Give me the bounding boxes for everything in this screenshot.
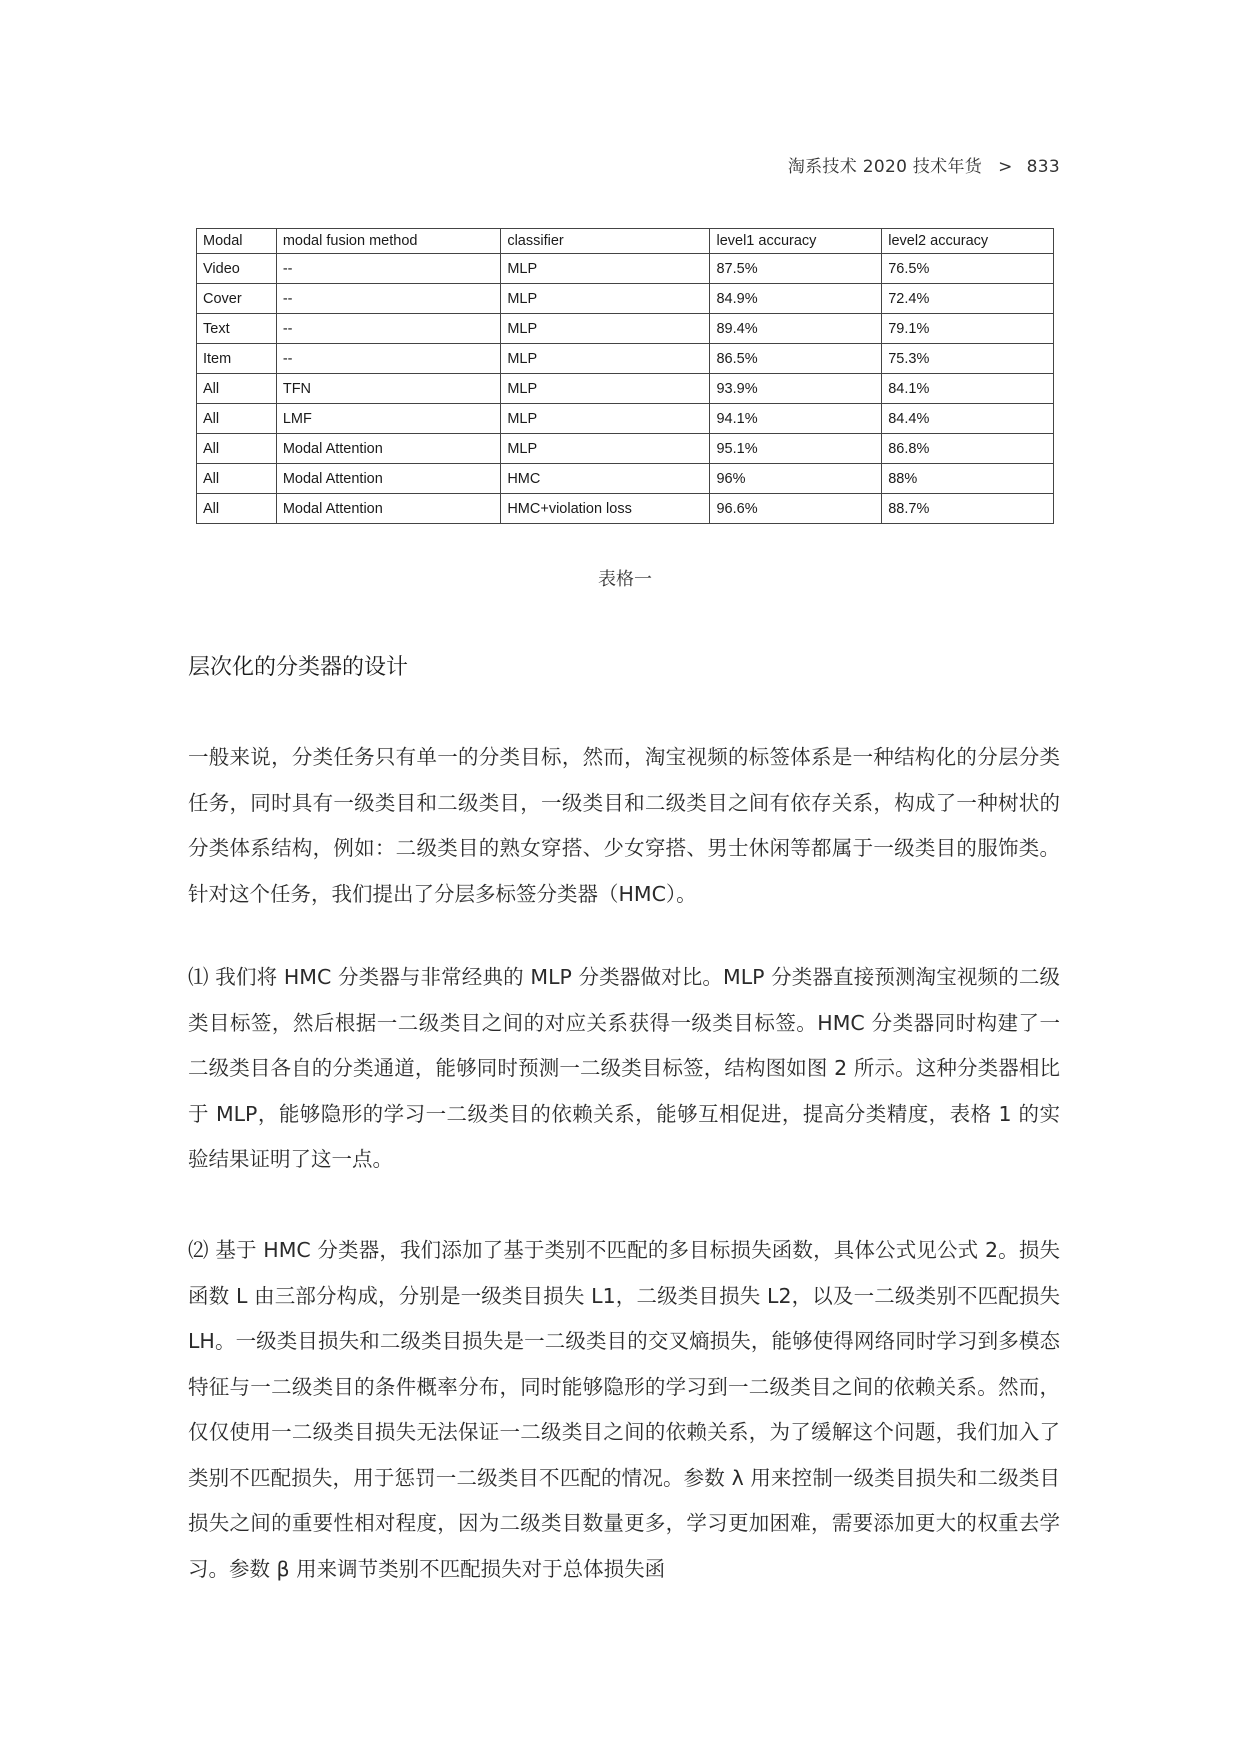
table-cell: Modal Attention [276,494,500,524]
table-cell: All [197,434,277,464]
column-header: level2 accuracy [882,229,1054,254]
book-title: 淘系技术 2020 技术年货 [787,157,983,177]
table-cell: 95.1% [710,434,882,464]
table-cell: Video [197,254,277,284]
table-caption: 表格一 [598,569,652,590]
table-cell: All [197,374,277,404]
table-cell: 72.4% [882,284,1054,314]
paragraph-intro: 一般来说，分类任务只有单一的分类目标，然而，淘宝视频的标签体系是一种结构化的分层分类任务，同时具有一级类目和二级类目，一级类目和二级类目之间有依存关系，构成了一种树状的分类体系结构，例如：二级类目的熟女穿搭、少女穿搭、男士休闲等都属于一级类目的服饰类。针对这个任务，我们提出了分层多标签分类器（HMC）。 [188,745,1060,906]
table-cell: Text [197,314,277,344]
table-cell: Modal Attention [276,464,500,494]
table-row [197,374,1054,404]
table-cell: All [197,494,277,524]
column-header: level1 accuracy [710,229,882,254]
results-table [196,228,1054,524]
column-header: Modal [197,229,277,254]
table-row [197,314,1054,344]
column-header: classifier [501,229,710,254]
table-cell: Cover [197,284,277,314]
table-cell: -- [276,344,500,374]
table-cell: 76.5% [882,254,1054,284]
table-cell: 86.5% [710,344,882,374]
paragraph-point-1: ⑴ 我们将 HMC 分类器与非常经典的 MLP 分类器做对比。MLP 分类器直接预测淘宝视频的二级类目标签，然后根据一二级类目之间的对应关系获得一级类目标签。HMC 分类器同时构建了一二级类目各自的分类通道，能够同时预测一二级类目标签，结构图如图 2 所示。这种分类器相比于 MLP，能够隐形的学习一二级类目的依赖关系，能够互相促进，提高分类精度，表格 1 的实验结果证明了这一点。 [188,965,1060,1171]
table-cell: MLP [501,344,710,374]
table-cell: MLP [501,434,710,464]
table-cell: 96.6% [710,494,882,524]
column-header: modal fusion method [276,229,500,254]
header-separator: > [998,157,1013,177]
table-cell: All [197,404,277,434]
table-row [197,344,1054,374]
table-cell: MLP [501,404,710,434]
table-cell: -- [276,254,500,284]
table-cell: 84.4% [882,404,1054,434]
table-cell: 94.1% [710,404,882,434]
table-cell: -- [276,284,500,314]
table-cell: 84.9% [710,284,882,314]
table-cell: MLP [501,314,710,344]
table-cell: TFN [276,374,500,404]
page-header [788,152,1060,177]
table-cell: Item [197,344,277,374]
table-cell: 88.7% [882,494,1054,524]
table-cell: 79.1% [882,314,1054,344]
table-row [197,434,1054,464]
table-cell: 75.3% [882,344,1054,374]
table-cell: HMC+violation loss [501,494,710,524]
table-cell: MLP [501,254,710,284]
section-title: 层次化的分类器的设计 [188,655,409,680]
table-header-row [197,229,1054,254]
paragraph-point-2: ⑵ 基于 HMC 分类器，我们添加了基于类别不匹配的多目标损失函数，具体公式见公式 2。损失函数 L 由三部分构成，分别是一级类目损失 L1，二级类目损失 L2，以及一二级类别不匹配损失 LH。一级类目损失和二级类目损失是一二级类目的交叉熵损失，能够使得网络同时学习到多模态特征与一二级类目的条件概率分布，同时能够隐形的学习到一二级类目之间的依赖关系。然而，仅仅使用一二级类目损失无法保证一二级类目之间的依赖关系，为了缓解这个问题，我们加入了类别不匹配损失，用于惩罚一二级类目不匹配的情况。参数 λ 用来控制一级类目损失和二级类目损失之间的重要性相对程度，因为二级类目数量更多，学习更加困难，需要添加更大的权重去学习。参数 β 用来调节类别不匹配损失对于总体损失函 [188,1238,1060,1581]
table-cell: 86.8% [882,434,1054,464]
table-cell: LMF [276,404,500,434]
page-number: 833 [1026,157,1060,177]
table-row [197,284,1054,314]
table-cell: -- [276,314,500,344]
table-cell: HMC [501,464,710,494]
table-row [197,464,1054,494]
table-cell: 89.4% [710,314,882,344]
table-cell: 96% [710,464,882,494]
table-cell: 84.1% [882,374,1054,404]
table-row [197,404,1054,434]
table-cell: All [197,464,277,494]
table-cell: MLP [501,284,710,314]
table-row [197,494,1054,524]
table-cell: 88% [882,464,1054,494]
table-row [197,254,1054,284]
table-cell: MLP [501,374,710,404]
table-cell: 87.5% [710,254,882,284]
table-cell: Modal Attention [276,434,500,464]
table-body [197,254,1054,524]
table-cell: 93.9% [710,374,882,404]
